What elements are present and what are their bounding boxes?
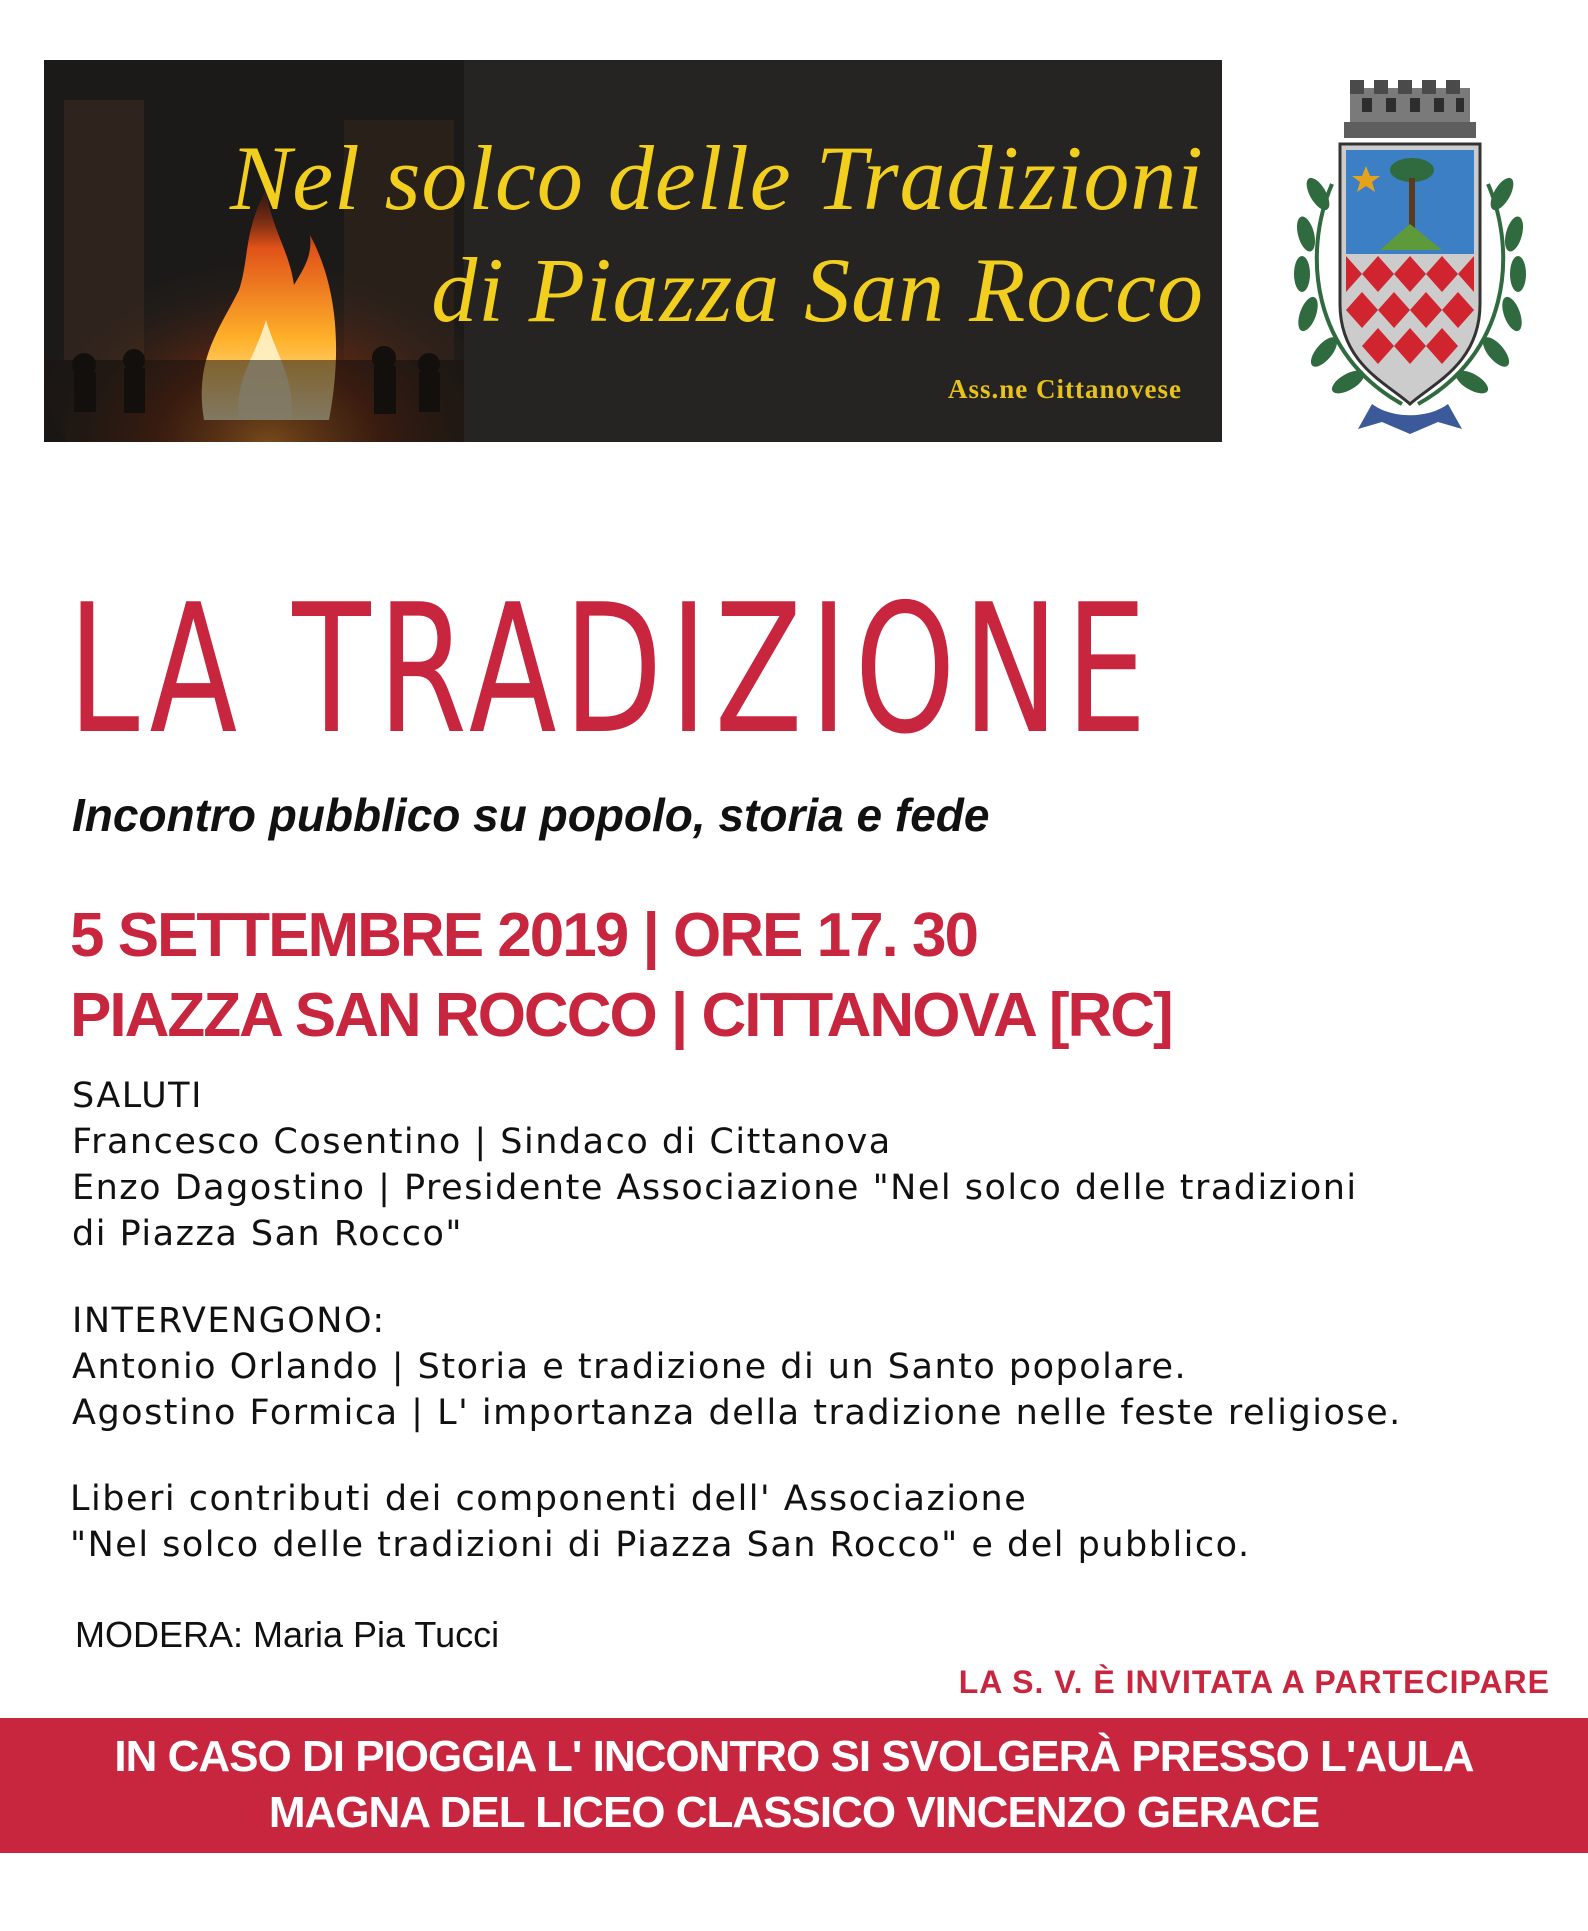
moderator: MODERA: Maria Pia Tucci	[75, 1614, 500, 1655]
event-subtitle: Incontro pubblico su popolo, storia e fede	[72, 789, 990, 841]
saluti-line: Enzo Dagostino | Presidente Associazione "Nel solco delle tradizioni	[72, 1168, 1358, 1208]
invitation-note: LA S. V. È INVITATA A PARTECIPARE	[958, 1664, 1550, 1700]
municipal-coat-of-arms-icon	[1262, 74, 1558, 448]
header-banner	[44, 60, 1222, 442]
interventi-line: Antonio Orlando | Storia e tradizione di un Santo popolare.	[72, 1347, 1188, 1387]
saluti-line: di Piazza San Rocco"	[72, 1214, 464, 1254]
contributi-section	[70, 1476, 1251, 1568]
interventi-section	[72, 1298, 1402, 1436]
banner-title-line2: di Piazza San Rocco	[431, 239, 1204, 341]
association-label: Ass.ne Cittanovese	[948, 374, 1182, 404]
contributi-line: "Nel solco delle tradizioni di Piazza San Rocco" e del pubblico.	[70, 1525, 1251, 1565]
contributi-line: Liberi contributi dei componenti dell' Associazione	[70, 1479, 1028, 1519]
interventi-line: Agostino Formica | L' importanza della tradizione nelle feste religiose.	[72, 1393, 1402, 1433]
event-title: LA TRADIZIONE	[68, 566, 1154, 773]
banner-title	[230, 122, 1204, 346]
saluti-line: Francesco Cosentino | Sindaco di Cittanova	[72, 1122, 892, 1162]
rain-notice-line2: MAGNA DEL LICEO CLASSICO VINCENZO GERACE	[268, 1788, 1320, 1837]
rain-notice-banner	[0, 1718, 1588, 1853]
event-date-time: 5 SETTEMBRE 2019 | ORE 17. 30	[70, 901, 977, 970]
event-place: PIAZZA SAN ROCCO | CITTANOVA [RC]	[70, 981, 1172, 1050]
saluti-heading: SALUTI	[72, 1076, 203, 1116]
interventi-heading: INTERVENGONO:	[72, 1301, 386, 1341]
banner-title-line1: Nel solco delle Tradizioni	[229, 127, 1204, 229]
saluti-section	[72, 1073, 1358, 1257]
rain-notice-line1: IN CASO DI PIOGGIA L' INCONTRO SI SVOLGERÀ PRESSO L'AULA	[114, 1732, 1474, 1781]
